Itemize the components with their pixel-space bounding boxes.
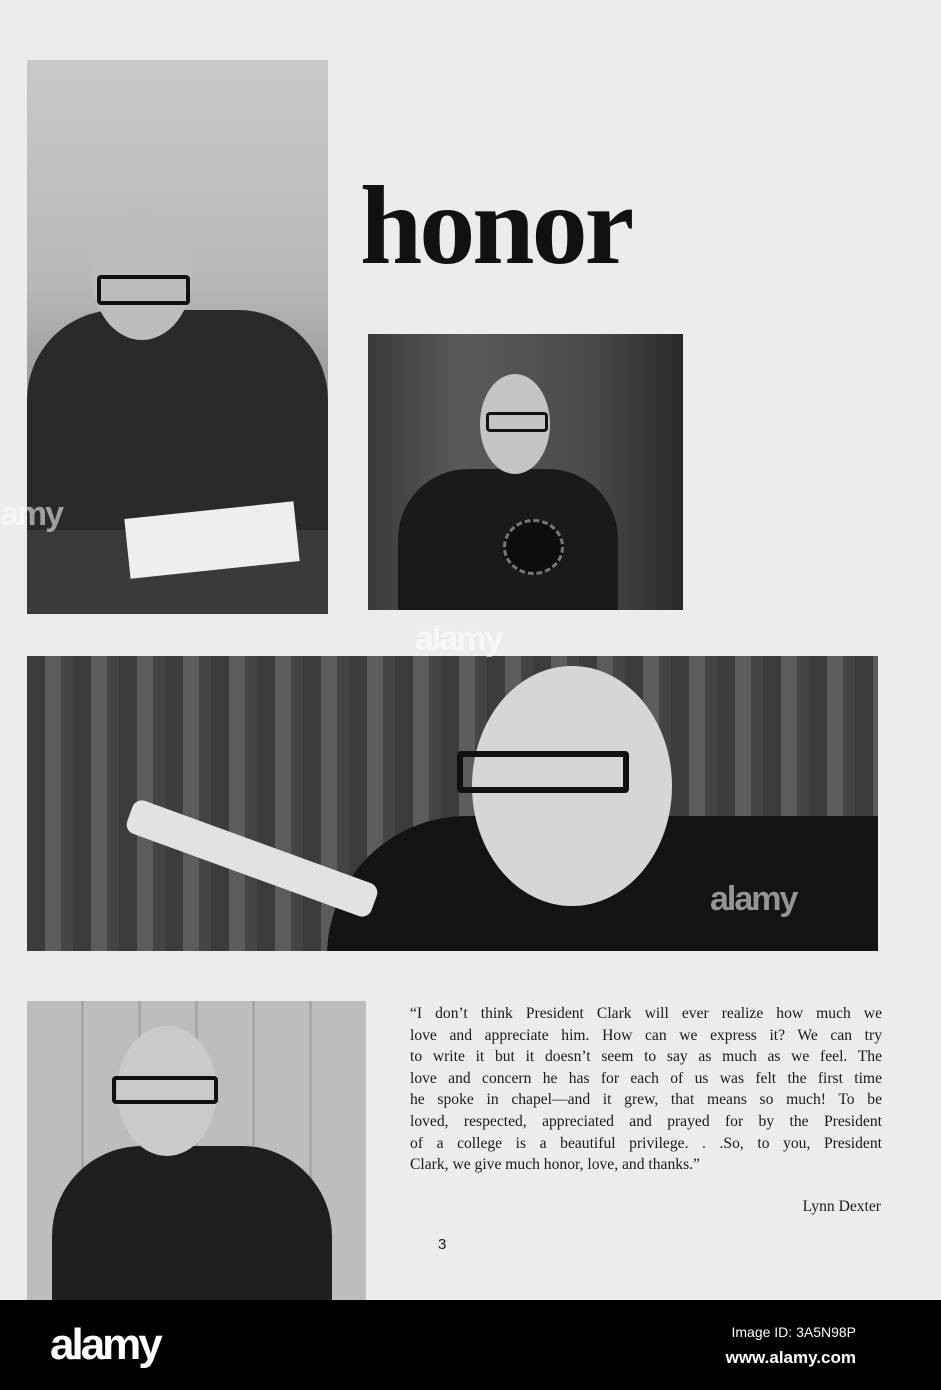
quote-line: love and concern he has for each of us was felt the first time xyxy=(410,1069,882,1087)
image-id: Image ID: 3A5N98P xyxy=(731,1324,856,1340)
photo-president-with-gift xyxy=(368,334,683,610)
photo-president-portrait xyxy=(27,1001,366,1300)
watermark-logo: alamy xyxy=(415,620,502,658)
quote-line: “I don’t think President Clark will ever realize how much we xyxy=(410,1005,882,1022)
site-url: www.alamy.com xyxy=(725,1348,856,1367)
page-number: 3 xyxy=(438,1236,447,1253)
quote-line: of a college is a beautiful privilege. . .So, to you, President xyxy=(410,1134,882,1152)
quote-line: love and appreciate him. How can we express it? We can try xyxy=(410,1026,882,1044)
page-title: honor xyxy=(360,164,632,288)
alamy-logo: alamy xyxy=(50,1320,160,1369)
photo-president-at-desk xyxy=(27,60,328,614)
quote-line: loved, respected, appreciated and prayed for by the President xyxy=(410,1112,882,1130)
tribute-quote xyxy=(410,1003,882,1176)
quote-line: Clark, we give much honor, love, and thanks.” xyxy=(410,1156,700,1174)
watermark-footer xyxy=(0,1300,941,1390)
watermark-logo: alamy xyxy=(710,880,797,918)
quote-line: he spoke in chapel—and it grew, that means so much! To be xyxy=(410,1091,882,1109)
quote-line: to write it but it doesn’t seem to say as much as we feel. The xyxy=(410,1048,882,1066)
quote-author: Lynn Dexter xyxy=(802,1198,881,1215)
watermark-logo: amy xyxy=(0,495,63,533)
